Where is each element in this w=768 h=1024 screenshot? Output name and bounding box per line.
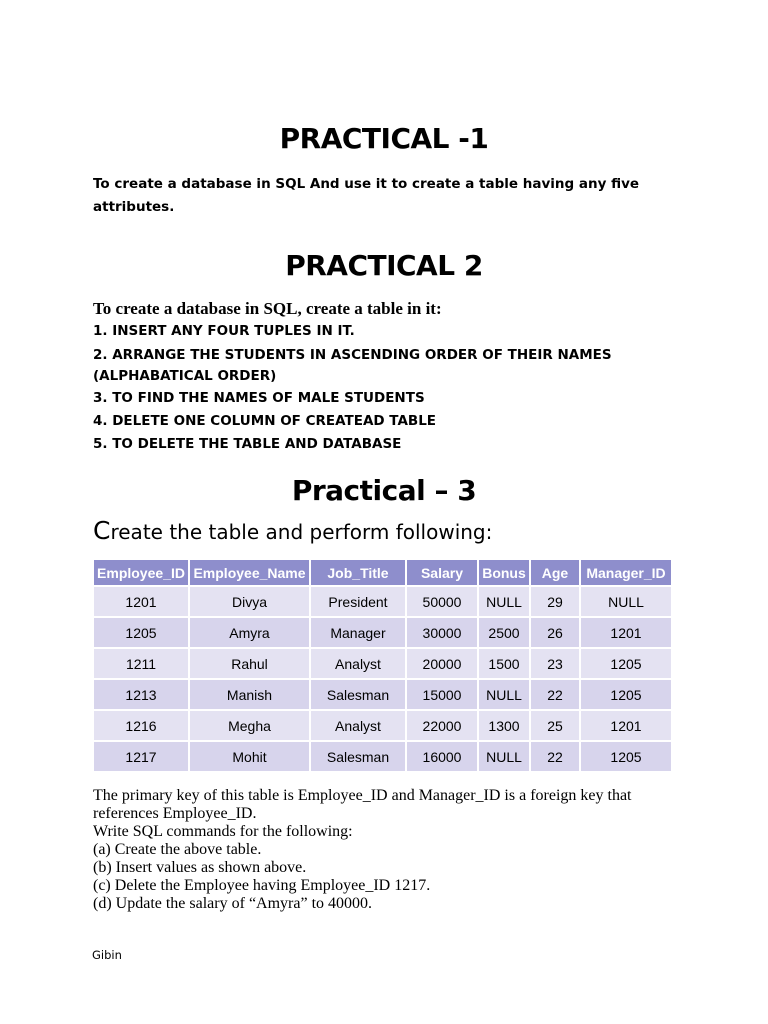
- practical-1-heading: PRACTICAL -1: [279, 122, 489, 155]
- cell-salary: 20000: [407, 649, 477, 678]
- table-row: [94, 711, 671, 740]
- cell-job-title: Analyst: [311, 649, 405, 678]
- cell-job-title: President: [311, 587, 405, 616]
- cell-bonus: 1300: [479, 711, 529, 740]
- instruction-d: (d) Update the salary of “Amyra” to 40000.: [93, 895, 373, 912]
- cell-job-title: Salesman: [311, 742, 405, 771]
- table-header-row: [94, 560, 671, 585]
- practical-1-description: To create a database in SQL And use it to create a table having any five attributes.: [93, 176, 640, 215]
- cell-job-title: Salesman: [311, 680, 405, 709]
- footer-author: Gibin: [92, 948, 122, 962]
- cell-employee-name: Manish: [190, 680, 309, 709]
- practical-2-item-2: 2. ARRANGE THE STUDENTS IN ASCENDING ORDER OF THEIR NAMES (ALPHABATICAL ORDER): [93, 347, 612, 384]
- practical-2-item-1: 1. INSERT ANY FOUR TUPLES IN IT.: [93, 323, 355, 339]
- cell-employee-name: Divya: [190, 587, 309, 616]
- cell-employee-name: Amyra: [190, 618, 309, 647]
- cell-employee-id: 1213: [94, 680, 188, 709]
- cell-employee-id: 1211: [94, 649, 188, 678]
- cell-salary: 22000: [407, 711, 477, 740]
- table-row: [94, 587, 671, 616]
- instruction-b: (b) Insert values as shown above.: [93, 859, 307, 876]
- cell-age: 26: [531, 618, 579, 647]
- cell-age: 25: [531, 711, 579, 740]
- cell-employee-name: Megha: [190, 711, 309, 740]
- cell-bonus: NULL: [479, 587, 529, 616]
- cell-bonus: NULL: [479, 680, 529, 709]
- cell-salary: 15000: [407, 680, 477, 709]
- practical-2-item-3: 3. TO FIND THE NAMES OF MALE STUDENTS: [93, 390, 425, 406]
- header-age: Age: [531, 560, 579, 585]
- cell-manager-id: NULL: [581, 587, 671, 616]
- cell-employee-id: 1205: [94, 618, 188, 647]
- cell-manager-id: 1201: [581, 618, 671, 647]
- instruction-c: (c) Delete the Employee having Employee_ID 1217.: [93, 877, 431, 894]
- table-row: [94, 742, 671, 771]
- cell-salary: 50000: [407, 587, 477, 616]
- header-job-title: Job_Title: [311, 560, 405, 585]
- cell-salary: 30000: [407, 618, 477, 647]
- header-bonus: Bonus: [479, 560, 529, 585]
- cell-employee-id: 1216: [94, 711, 188, 740]
- cell-bonus: 2500: [479, 618, 529, 647]
- cell-job-title: Manager: [311, 618, 405, 647]
- cell-employee-name: Mohit: [190, 742, 309, 771]
- cell-manager-id: 1205: [581, 649, 671, 678]
- cell-manager-id: 1201: [581, 711, 671, 740]
- practical-3-subtitle-initial: C: [93, 516, 111, 545]
- cell-job-title: Analyst: [311, 711, 405, 740]
- cell-age: 29: [531, 587, 579, 616]
- table-row: [94, 649, 671, 678]
- header-manager-id: Manager_ID: [581, 560, 671, 585]
- header-employee-id: Employee_ID: [94, 560, 188, 585]
- instruction-a: (a) Create the above table.: [93, 841, 262, 858]
- cell-age: 23: [531, 649, 579, 678]
- table-row: [94, 618, 671, 647]
- cell-employee-id: 1201: [94, 587, 188, 616]
- practical-3-heading: Practical – 3: [291, 474, 477, 507]
- cell-bonus: 1500: [479, 649, 529, 678]
- header-employee-name: Employee_Name: [190, 560, 309, 585]
- practical-3-subtitle-rest: reate the table and perform following:: [110, 520, 493, 544]
- practical-2-item-4: 4. DELETE ONE COLUMN OF CREATEAD TABLE: [93, 413, 437, 429]
- cell-employee-id: 1217: [94, 742, 188, 771]
- cell-manager-id: 1205: [581, 742, 671, 771]
- practical-2-intro: To create a database in SQL, create a table in it:: [93, 299, 442, 318]
- cell-age: 22: [531, 680, 579, 709]
- cell-bonus: NULL: [479, 742, 529, 771]
- cell-manager-id: 1205: [581, 680, 671, 709]
- practical-2-item-5: 5. TO DELETE THE TABLE AND DATABASE: [93, 436, 402, 452]
- primary-key-note: The primary key of this table is Employee_ID and Manager_ID is a foreign key that references Employee_ID.: [93, 787, 632, 822]
- practical-3-subtitle: [93, 516, 492, 545]
- header-salary: Salary: [407, 560, 477, 585]
- cell-employee-name: Rahul: [190, 649, 309, 678]
- table-row: [94, 680, 671, 709]
- instruction-intro: Write SQL commands for the following:: [93, 823, 353, 840]
- practical-2-heading: PRACTICAL 2: [285, 249, 483, 282]
- cell-salary: 16000: [407, 742, 477, 771]
- cell-age: 22: [531, 742, 579, 771]
- employee-table: [92, 558, 673, 773]
